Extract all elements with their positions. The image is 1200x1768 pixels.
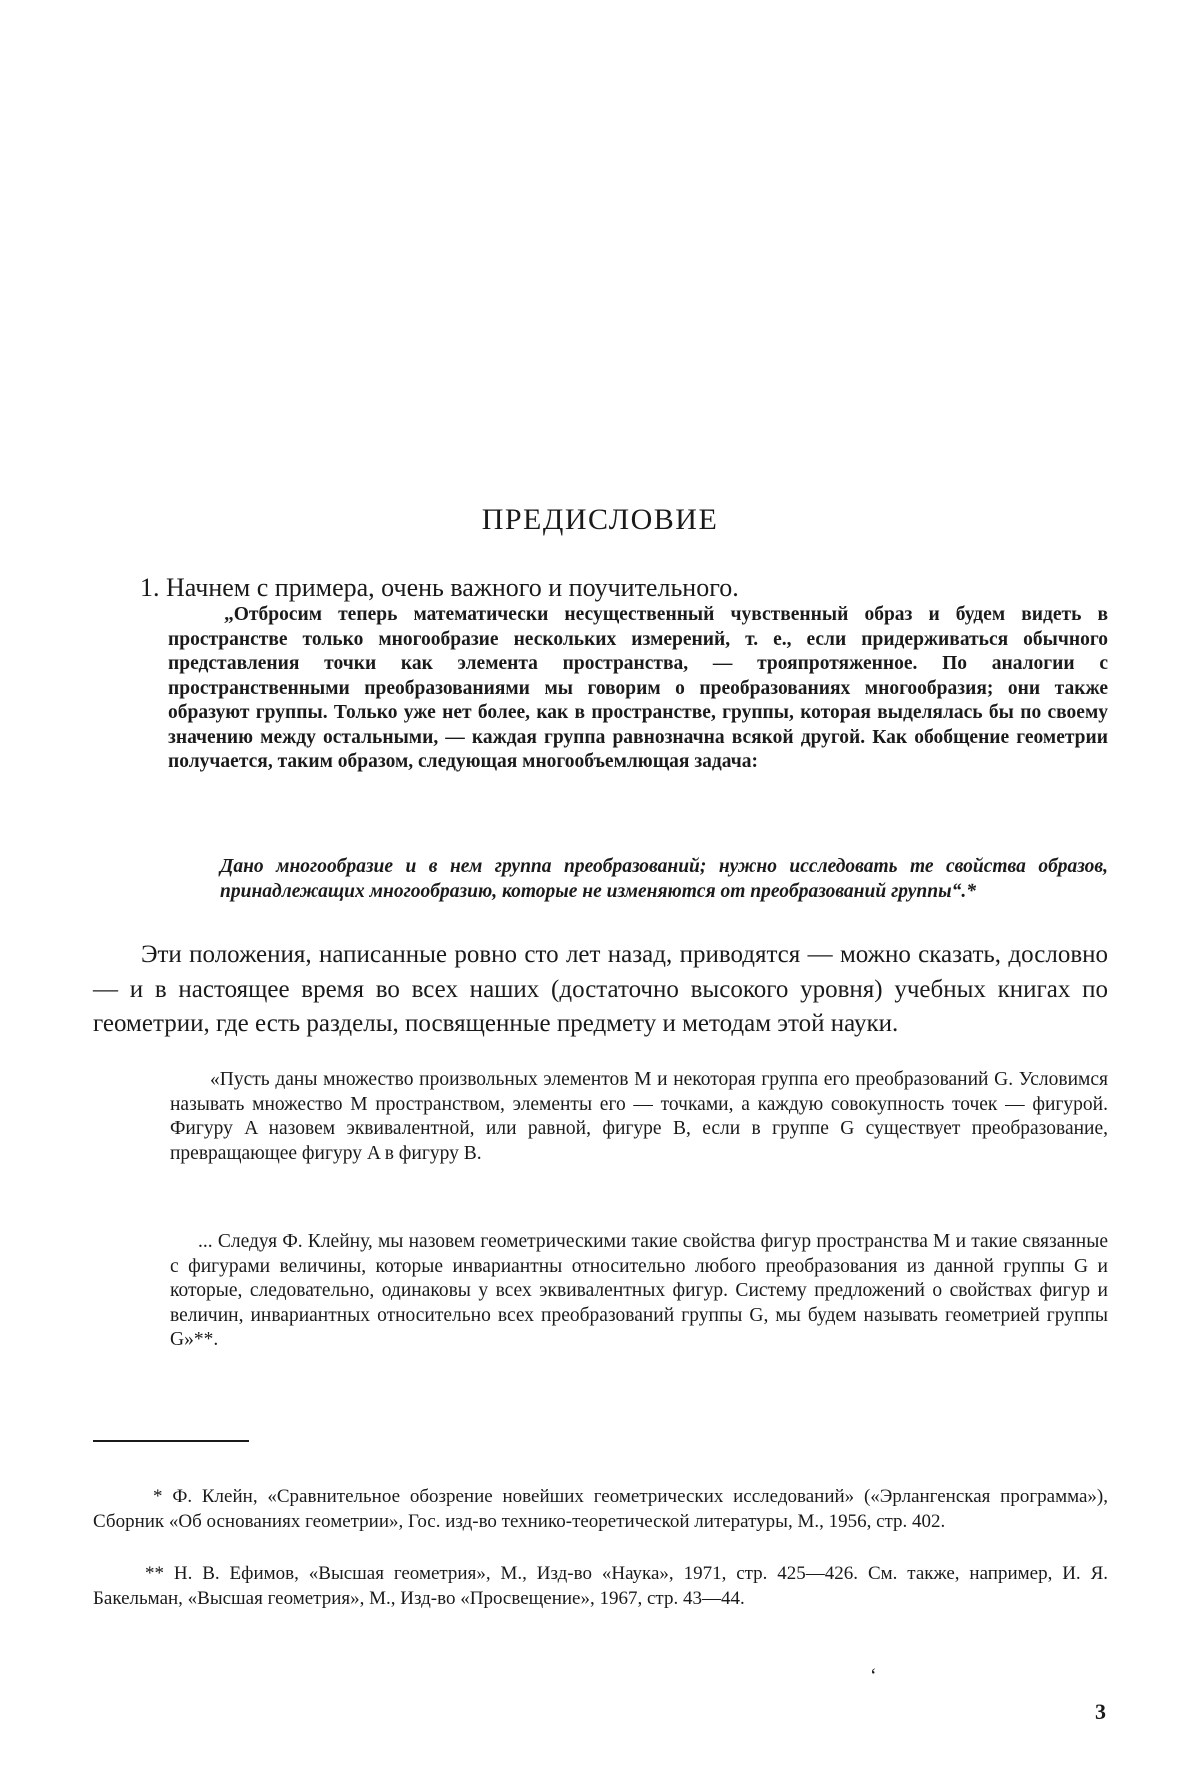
footnote-2-text: ** Н. В. Ефимов, «Высшая геометрия», М., Изд-во «Наука», 1971, стр. 425—426. См. также, например, И. Я. Бакельман, «Высшая геометрия», М., Изд-во «Просвещение», 1967, стр. 43—44. [93,1563,1108,1609]
klein-problem-text: Дано многообразие и в нем группа преобразований; нужно исследовать те свойства образов, принадлежащих многообразию, которые не изменяются от преобразований группы“.* [220,856,1108,902]
intro-sentence: 1. Начнем с примера, очень важного и поучительного. [140,573,739,602]
efimov-quote-definitions-text: «Пусть даны множество произвольных элементов M и некоторая группа его преобразований G. Условимся называть множество M пространством, элементы его — точками, а каждую совокупность точек — фигурой. Фигуру A назовем эквивалентной, или равной, фигуре B, если в группе G существует преобразование, превращающее фигуру A в фигуру B. [170,1069,1108,1164]
efimov-quote-definitions [170,1068,1108,1166]
main-paragraph-text: Эти положения, написанные ровно сто лет назад, приводятся — можно сказать, дословно — и в настоящее время во всех наших (достаточно высокого уровня) учебных книгах по геометрии, где есть разделы, посвященные предмету и методам этой науки. [93,941,1108,1037]
efimov-quote-geometry-text: ... Следуя Ф. Клейну, мы назовем геометрическими такие свойства фигур пространства M и такие связанные с фигурами величины, которые инвариантны относительно любого преобразования из данной группы G и которые, следовательно, одинаковы у всех эквивалентных фигур. Систему предложений о свойствах фигур и величин, инвариантных относительно всех преобразований группы G, мы будем называть геометрией группы G»**. [170,1231,1108,1350]
klein-problem [220,855,1108,904]
page-number: 3 [1095,1699,1106,1724]
efimov-quote-geometry [170,1230,1108,1353]
main-paragraph [93,938,1108,1042]
page-title: ПРЕДИСЛОВИЕ [481,503,719,536]
klein-quote [168,603,1108,775]
footnote-1-text: * Ф. Клейн, «Сравнительное обозрение новейших геометрических исследований» («Эрлангенская программа»), Сборник «Об основаниях геометрии», Гос. изд-во технико-теоретической литературы, М., 1956, стр. 402. [93,1486,1108,1532]
klein-quote-text: „Отбросим теперь математически несущественный чувственный образ и будем видеть в пространстве только многообразие нескольких измерений, т. е., если придерживаться обычного представления точки как элемента пространства, — трояпротяженное. По аналогии с пространственными преобразованиями мы говорим о преобразованиях многообразия; они также образуют группы. Только уже нет более, как в пространстве, группы, которая выделялась бы по своему значению между остальными, — каждая группа равнозначна всякой другой. Как обобщение геометрии получается, таким образом, следующая многообъемлющая задача: [168,604,1108,772]
footnote-1 [93,1485,1108,1534]
stray-mark: ʻ [870,1665,877,1687]
footnote-2 [93,1562,1108,1611]
footnote-separator [93,1440,249,1442]
